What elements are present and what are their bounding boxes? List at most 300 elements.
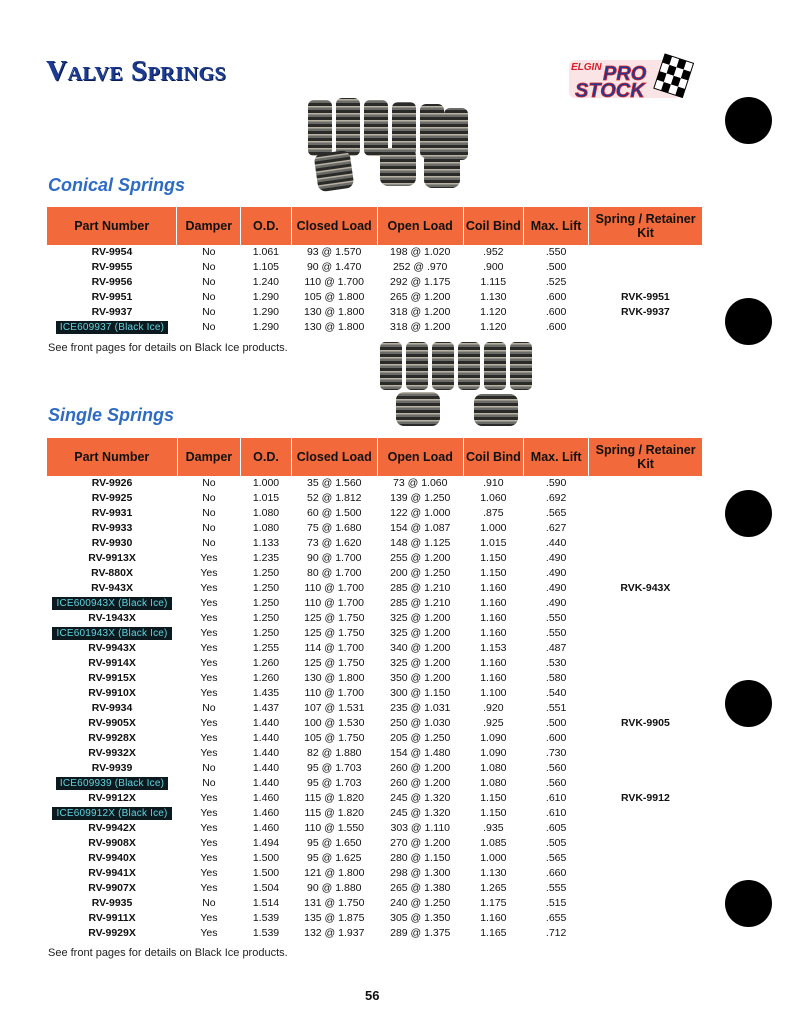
- closed-load-cell: 80 @ 1.700: [307, 567, 362, 579]
- table-row: [47, 716, 702, 731]
- od-cell: 1.514: [252, 897, 280, 909]
- retainer-kit-cell: [589, 926, 702, 941]
- closed-load-cell: 131 @ 1.750: [304, 897, 365, 909]
- closed-load-cell: 95 @ 1.703: [307, 777, 362, 789]
- closed-load-cell: 132 @ 1.937: [304, 927, 365, 939]
- open-load-cell: 265 @ 1.200: [390, 291, 451, 303]
- open-load-cell: 285 @ 1.210: [390, 597, 451, 609]
- closed-load-cell: 105 @ 1.750: [304, 732, 365, 744]
- table-row: [47, 701, 702, 716]
- damper-cell: No: [202, 321, 216, 333]
- closed-load-cell: 35 @ 1.560: [307, 477, 362, 489]
- od-cell: 1.250: [252, 567, 280, 579]
- max-lift-cell: .580: [545, 672, 567, 684]
- od-cell: 1.250: [252, 582, 280, 594]
- max-lift-cell: .660: [545, 867, 567, 879]
- open-load-cell: 250 @ 1.030: [390, 717, 451, 729]
- max-lift-cell: .600: [545, 321, 567, 333]
- damper-cell: No: [202, 522, 216, 534]
- coil-bind-cell: 1.160: [480, 627, 507, 639]
- od-cell: 1.435: [252, 687, 280, 699]
- open-load-cell: 200 @ 1.250: [390, 567, 451, 579]
- part-number-cell: RV-9914X: [88, 657, 136, 669]
- conical-springs-table: [47, 207, 702, 335]
- retainer-kit-cell: [589, 821, 702, 836]
- max-lift-cell: .490: [545, 552, 567, 564]
- coil-bind-cell: .920: [483, 702, 504, 714]
- damper-cell: Yes: [200, 732, 218, 744]
- column-header: Coil Bind: [463, 438, 523, 476]
- table-header-row: [47, 207, 702, 245]
- coil-bind-cell: 1.175: [480, 897, 507, 909]
- table-row: [47, 926, 702, 941]
- open-load-cell: 198 @ 1.020: [390, 246, 451, 258]
- binder-hole: [725, 97, 772, 144]
- coil-bind-cell: 1.120: [480, 306, 507, 318]
- table-row: [47, 521, 702, 536]
- part-number-cell: RV-9913X: [88, 552, 136, 564]
- retainer-kit-cell: [589, 476, 702, 491]
- single-springs-table: [47, 438, 702, 941]
- damper-cell: Yes: [200, 927, 218, 939]
- od-cell: 1.260: [252, 657, 280, 669]
- retainer-kit-cell: [589, 320, 702, 335]
- retainer-kit-cell: [589, 761, 702, 776]
- part-number-cell: [47, 626, 177, 641]
- od-cell: 1.460: [252, 807, 280, 819]
- retainer-kit-cell: [589, 275, 702, 290]
- od-cell: 1.250: [252, 612, 280, 624]
- column-header: Max. Lift: [523, 207, 588, 245]
- coil-bind-cell: 1.090: [480, 747, 507, 759]
- od-cell: 1.235: [252, 552, 280, 564]
- damper-cell: No: [202, 702, 216, 714]
- column-header: Damper: [177, 207, 241, 245]
- coil-bind-cell: 1.090: [480, 732, 507, 744]
- table-row: [47, 881, 702, 896]
- od-cell: 1.015: [252, 492, 280, 504]
- coil-bind-cell: 1.130: [480, 291, 507, 303]
- max-lift-cell: .540: [545, 687, 567, 699]
- closed-load-cell: 114 @ 1.700: [304, 642, 365, 654]
- max-lift-cell: .500: [545, 261, 567, 273]
- damper-cell: Yes: [200, 687, 218, 699]
- closed-load-cell: 73 @ 1.620: [307, 537, 362, 549]
- coil-bind-cell: 1.115: [480, 276, 507, 288]
- max-lift-cell: .590: [545, 477, 567, 489]
- coil-bind-cell: 1.120: [480, 321, 507, 333]
- open-load-cell: 292 @ 1.175: [390, 276, 451, 288]
- part-number-cell: RV-9908X: [88, 837, 136, 849]
- od-cell: 1.539: [252, 912, 280, 924]
- max-lift-cell: .505: [545, 837, 567, 849]
- conical-springs-photo: [300, 96, 472, 196]
- coil-bind-cell: .900: [483, 261, 504, 273]
- black-ice-part-label: ICE609939 (Black Ice): [56, 777, 168, 790]
- coil-bind-cell: 1.000: [480, 522, 507, 534]
- part-number-cell: RV-9929X: [88, 927, 136, 939]
- closed-load-cell: 95 @ 1.650: [307, 837, 362, 849]
- part-number-cell: [47, 776, 177, 791]
- closed-load-cell: 110 @ 1.700: [304, 582, 365, 594]
- retainer-kit-cell: [589, 566, 702, 581]
- coil-bind-cell: .952: [483, 246, 504, 258]
- damper-cell: Yes: [200, 792, 218, 804]
- damper-cell: Yes: [200, 552, 218, 564]
- damper-cell: Yes: [200, 912, 218, 924]
- coil-bind-cell: 1.160: [480, 582, 507, 594]
- damper-cell: No: [202, 777, 216, 789]
- part-number-cell: RV-9928X: [88, 732, 136, 744]
- max-lift-cell: .600: [545, 306, 567, 318]
- open-load-cell: 148 @ 1.125: [390, 537, 451, 549]
- coil-bind-cell: 1.160: [480, 612, 507, 624]
- closed-load-cell: 115 @ 1.820: [304, 807, 365, 819]
- part-number-cell: RV-9939: [91, 762, 133, 774]
- part-number-cell: RV-9937: [91, 306, 133, 318]
- max-lift-cell: .565: [545, 507, 567, 519]
- open-load-cell: 298 @ 1.300: [390, 867, 451, 879]
- column-header: Part Number: [47, 438, 177, 476]
- coil-bind-cell: 1.085: [480, 837, 507, 849]
- damper-cell: Yes: [200, 612, 218, 624]
- part-number-cell: RV-9940X: [88, 852, 136, 864]
- open-load-cell: 139 @ 1.250: [390, 492, 451, 504]
- damper-cell: Yes: [200, 597, 218, 609]
- table-row: [47, 656, 702, 671]
- damper-cell: No: [202, 762, 216, 774]
- binder-hole: [725, 680, 772, 727]
- closed-load-cell: 121 @ 1.800: [304, 867, 365, 879]
- page-number: 56: [365, 988, 380, 1003]
- part-number-cell: RV-9912X: [88, 792, 136, 804]
- conical-table-body: [47, 245, 702, 335]
- open-load-cell: 154 @ 1.480: [390, 747, 451, 759]
- damper-cell: No: [202, 507, 216, 519]
- open-load-cell: 303 @ 1.110: [390, 822, 451, 834]
- column-header: O.D.: [241, 207, 292, 245]
- open-load-cell: 325 @ 1.200: [390, 627, 451, 639]
- max-lift-cell: .692: [545, 492, 567, 504]
- coil-bind-cell: 1.153: [480, 642, 507, 654]
- retainer-kit-cell: [589, 551, 702, 566]
- max-lift-cell: .712: [545, 927, 567, 939]
- od-cell: 1.440: [252, 732, 280, 744]
- damper-cell: No: [202, 477, 216, 489]
- retainer-kit-cell: RVK-9937: [620, 306, 670, 318]
- table-row: [47, 851, 702, 866]
- black-ice-note: See front pages for details on Black Ice products.: [48, 947, 288, 959]
- part-number-cell: RV-9943X: [88, 642, 136, 654]
- max-lift-cell: .550: [545, 612, 567, 624]
- part-number-cell: RV-9956: [91, 276, 133, 288]
- damper-cell: Yes: [200, 807, 218, 819]
- closed-load-cell: 110 @ 1.700: [304, 687, 365, 699]
- open-load-cell: 325 @ 1.200: [390, 612, 451, 624]
- coil-bind-cell: .910: [483, 477, 504, 489]
- open-load-cell: 270 @ 1.200: [390, 837, 451, 849]
- elgin-pro-stock-logo: [565, 50, 705, 104]
- damper-cell: No: [202, 261, 216, 273]
- max-lift-cell: .550: [545, 627, 567, 639]
- retainer-kit-cell: [589, 656, 702, 671]
- part-number-cell: [47, 320, 177, 335]
- svg-text:STOCK: STOCK: [575, 80, 645, 102]
- open-load-cell: 122 @ 1.000: [390, 507, 451, 519]
- closed-load-cell: 95 @ 1.625: [307, 852, 362, 864]
- part-number-cell: RV-1943X: [88, 612, 136, 624]
- table-row: [47, 791, 702, 806]
- open-load-cell: 300 @ 1.150: [390, 687, 451, 699]
- od-cell: 1.080: [252, 522, 280, 534]
- max-lift-cell: .440: [545, 537, 567, 549]
- od-cell: 1.105: [252, 261, 280, 273]
- retainer-kit-cell: [589, 596, 702, 611]
- od-cell: 1.250: [252, 597, 280, 609]
- table-row: [47, 671, 702, 686]
- od-cell: 1.460: [252, 792, 280, 804]
- damper-cell: Yes: [200, 837, 218, 849]
- open-load-cell: 73 @ 1.060: [393, 477, 448, 489]
- od-cell: 1.000: [252, 477, 280, 489]
- column-header: Spring / Retainer Kit: [589, 207, 702, 245]
- retainer-kit-cell: [589, 521, 702, 536]
- closed-load-cell: 105 @ 1.800: [304, 291, 365, 303]
- table-row: [47, 641, 702, 656]
- damper-cell: Yes: [200, 672, 218, 684]
- max-lift-cell: .560: [545, 777, 567, 789]
- coil-bind-cell: 1.100: [480, 687, 507, 699]
- table-row: [47, 746, 702, 761]
- table-row: [47, 611, 702, 626]
- open-load-cell: 235 @ 1.031: [390, 702, 451, 714]
- closed-load-cell: 82 @ 1.880: [307, 747, 362, 759]
- table-row: [47, 275, 702, 290]
- max-lift-cell: .605: [545, 822, 567, 834]
- table-row: [47, 821, 702, 836]
- black-ice-part-label: ICE601943X (Black Ice): [52, 627, 171, 640]
- coil-bind-cell: 1.015: [480, 537, 507, 549]
- table-row: [47, 290, 702, 305]
- od-cell: 1.260: [252, 672, 280, 684]
- open-load-cell: 289 @ 1.375: [390, 927, 451, 939]
- part-number-cell: RV-9915X: [88, 672, 136, 684]
- max-lift-cell: .490: [545, 567, 567, 579]
- closed-load-cell: 90 @ 1.470: [306, 261, 362, 273]
- retainer-kit-cell: RVK-9912: [620, 792, 670, 804]
- part-number-cell: RV-9931: [91, 507, 133, 519]
- od-cell: 1.240: [252, 276, 280, 288]
- closed-load-cell: 95 @ 1.703: [307, 762, 362, 774]
- max-lift-cell: .500: [545, 717, 567, 729]
- table-header-row: [47, 438, 702, 476]
- table-row: [47, 776, 702, 791]
- coil-bind-cell: .935: [483, 822, 504, 834]
- black-ice-part-label: ICE600943X (Black Ice): [52, 597, 171, 610]
- svg-text:PRO: PRO: [603, 63, 647, 85]
- damper-cell: Yes: [200, 867, 218, 879]
- od-cell: 1.440: [252, 717, 280, 729]
- od-cell: 1.080: [252, 507, 280, 519]
- retainer-kit-cell: [589, 731, 702, 746]
- max-lift-cell: .487: [545, 642, 567, 654]
- retainer-kit-cell: [589, 626, 702, 641]
- closed-load-cell: 115 @ 1.820: [304, 792, 365, 804]
- retainer-kit-cell: [589, 911, 702, 926]
- damper-cell: Yes: [200, 717, 218, 729]
- max-lift-cell: .655: [545, 912, 567, 924]
- damper-cell: No: [202, 276, 216, 288]
- od-cell: 1.250: [252, 627, 280, 639]
- od-cell: 1.290: [252, 306, 280, 318]
- open-load-cell: 260 @ 1.200: [390, 777, 451, 789]
- table-row: [47, 806, 702, 821]
- od-cell: 1.440: [252, 747, 280, 759]
- part-number-cell: RV-9933: [91, 522, 133, 534]
- retainer-kit-cell: [589, 866, 702, 881]
- retainer-kit-cell: [589, 506, 702, 521]
- max-lift-cell: .555: [545, 882, 567, 894]
- part-number-cell: RV-9951: [91, 291, 133, 303]
- table-row: [47, 731, 702, 746]
- open-load-cell: 260 @ 1.200: [390, 762, 451, 774]
- open-load-cell: 255 @ 1.200: [390, 552, 451, 564]
- max-lift-cell: .600: [545, 732, 567, 744]
- od-cell: 1.061: [252, 246, 280, 258]
- damper-cell: Yes: [200, 657, 218, 669]
- closed-load-cell: 125 @ 1.750: [304, 627, 365, 639]
- closed-load-cell: 130 @ 1.800: [304, 672, 365, 684]
- coil-bind-cell: 1.060: [480, 492, 507, 504]
- part-number-cell: RV-9941X: [88, 867, 136, 879]
- damper-cell: Yes: [200, 822, 218, 834]
- retainer-kit-cell: RVK-9905: [620, 717, 670, 729]
- closed-load-cell: 110 @ 1.700: [304, 597, 365, 609]
- damper-cell: Yes: [200, 627, 218, 639]
- table-row: [47, 536, 702, 551]
- closed-load-cell: 110 @ 1.700: [304, 276, 364, 288]
- retainer-kit-cell: [589, 671, 702, 686]
- coil-bind-cell: .925: [483, 717, 504, 729]
- max-lift-cell: .530: [545, 657, 567, 669]
- retainer-kit-cell: [589, 245, 702, 260]
- od-cell: 1.539: [252, 927, 280, 939]
- part-number-cell: RV-9911X: [88, 912, 136, 924]
- damper-cell: Yes: [200, 567, 218, 579]
- part-number-cell: RV-9942X: [88, 822, 136, 834]
- max-lift-cell: .525: [545, 276, 567, 288]
- part-number-cell: RV-943X: [91, 582, 133, 594]
- max-lift-cell: .565: [545, 852, 567, 864]
- od-cell: 1.500: [252, 852, 280, 864]
- od-cell: 1.255: [252, 642, 280, 654]
- table-row: [47, 551, 702, 566]
- max-lift-cell: .515: [545, 897, 567, 909]
- retainer-kit-cell: RVK-9951: [620, 291, 670, 303]
- coil-bind-cell: 1.150: [480, 567, 507, 579]
- part-number-cell: RV-9954: [91, 246, 133, 258]
- open-load-cell: 245 @ 1.320: [390, 807, 451, 819]
- closed-load-cell: 93 @ 1.570: [306, 246, 362, 258]
- od-cell: 1.290: [252, 321, 280, 333]
- column-header: O.D.: [241, 438, 292, 476]
- column-header: Damper: [177, 438, 241, 476]
- column-header: Closed Load: [291, 207, 377, 245]
- column-header: Closed Load: [291, 438, 377, 476]
- closed-load-cell: 75 @ 1.680: [307, 522, 362, 534]
- closed-load-cell: 130 @ 1.800: [304, 321, 365, 333]
- retainer-kit-cell: [589, 836, 702, 851]
- damper-cell: Yes: [200, 582, 218, 594]
- table-row: [47, 686, 702, 701]
- closed-load-cell: 107 @ 1.531: [304, 702, 365, 714]
- coil-bind-cell: .875: [483, 507, 504, 519]
- closed-load-cell: 110 @ 1.550: [304, 822, 365, 834]
- coil-bind-cell: 1.150: [480, 807, 507, 819]
- retainer-kit-cell: [589, 641, 702, 656]
- retainer-kit-cell: [589, 881, 702, 896]
- table-row: [47, 836, 702, 851]
- part-number-cell: [47, 596, 177, 611]
- table-row: [47, 305, 702, 320]
- part-number-cell: RV-9905X: [88, 717, 136, 729]
- table-row: [47, 245, 702, 260]
- coil-bind-cell: 1.160: [480, 912, 507, 924]
- table-row: [47, 491, 702, 506]
- part-number-cell: RV-9930: [91, 537, 133, 549]
- closed-load-cell: 90 @ 1.700: [307, 552, 362, 564]
- column-header: Open Load: [377, 438, 463, 476]
- column-header: Part Number: [47, 207, 177, 245]
- table-row: [47, 896, 702, 911]
- coil-bind-cell: 1.160: [480, 672, 507, 684]
- coil-bind-cell: 1.130: [480, 867, 507, 879]
- part-number-cell: RV-9932X: [88, 747, 136, 759]
- part-number-cell: RV-9910X: [88, 687, 136, 699]
- column-header: Spring / Retainer Kit: [589, 438, 702, 476]
- coil-bind-cell: 1.080: [480, 777, 507, 789]
- retainer-kit-cell: [589, 806, 702, 821]
- max-lift-cell: .550: [545, 246, 567, 258]
- column-header: Max. Lift: [524, 438, 589, 476]
- closed-load-cell: 125 @ 1.750: [304, 612, 365, 624]
- part-number-cell: RV-9934: [91, 702, 133, 714]
- closed-load-cell: 100 @ 1.530: [304, 717, 365, 729]
- od-cell: 1.440: [252, 777, 280, 789]
- max-lift-cell: .600: [545, 291, 567, 303]
- black-ice-part-label: ICE609912X (Black Ice): [52, 807, 171, 820]
- od-cell: 1.133: [252, 537, 280, 549]
- damper-cell: Yes: [200, 747, 218, 759]
- max-lift-cell: .560: [545, 762, 567, 774]
- table-row: [47, 566, 702, 581]
- od-cell: 1.290: [252, 291, 280, 303]
- black-ice-note: See front pages for details on Black Ice products.: [48, 342, 288, 354]
- closed-load-cell: 52 @ 1.812: [307, 492, 362, 504]
- retainer-kit-cell: [589, 851, 702, 866]
- single-table-body: [47, 476, 702, 941]
- od-cell: 1.437: [252, 702, 280, 714]
- open-load-cell: 265 @ 1.380: [390, 882, 451, 894]
- retainer-kit-cell: [589, 491, 702, 506]
- coil-bind-cell: 1.150: [480, 552, 507, 564]
- max-lift-cell: .551: [545, 702, 567, 714]
- retainer-kit-cell: [589, 686, 702, 701]
- max-lift-cell: .490: [545, 597, 567, 609]
- open-load-cell: 245 @ 1.320: [390, 792, 451, 804]
- damper-cell: Yes: [200, 642, 218, 654]
- closed-load-cell: 60 @ 1.500: [307, 507, 362, 519]
